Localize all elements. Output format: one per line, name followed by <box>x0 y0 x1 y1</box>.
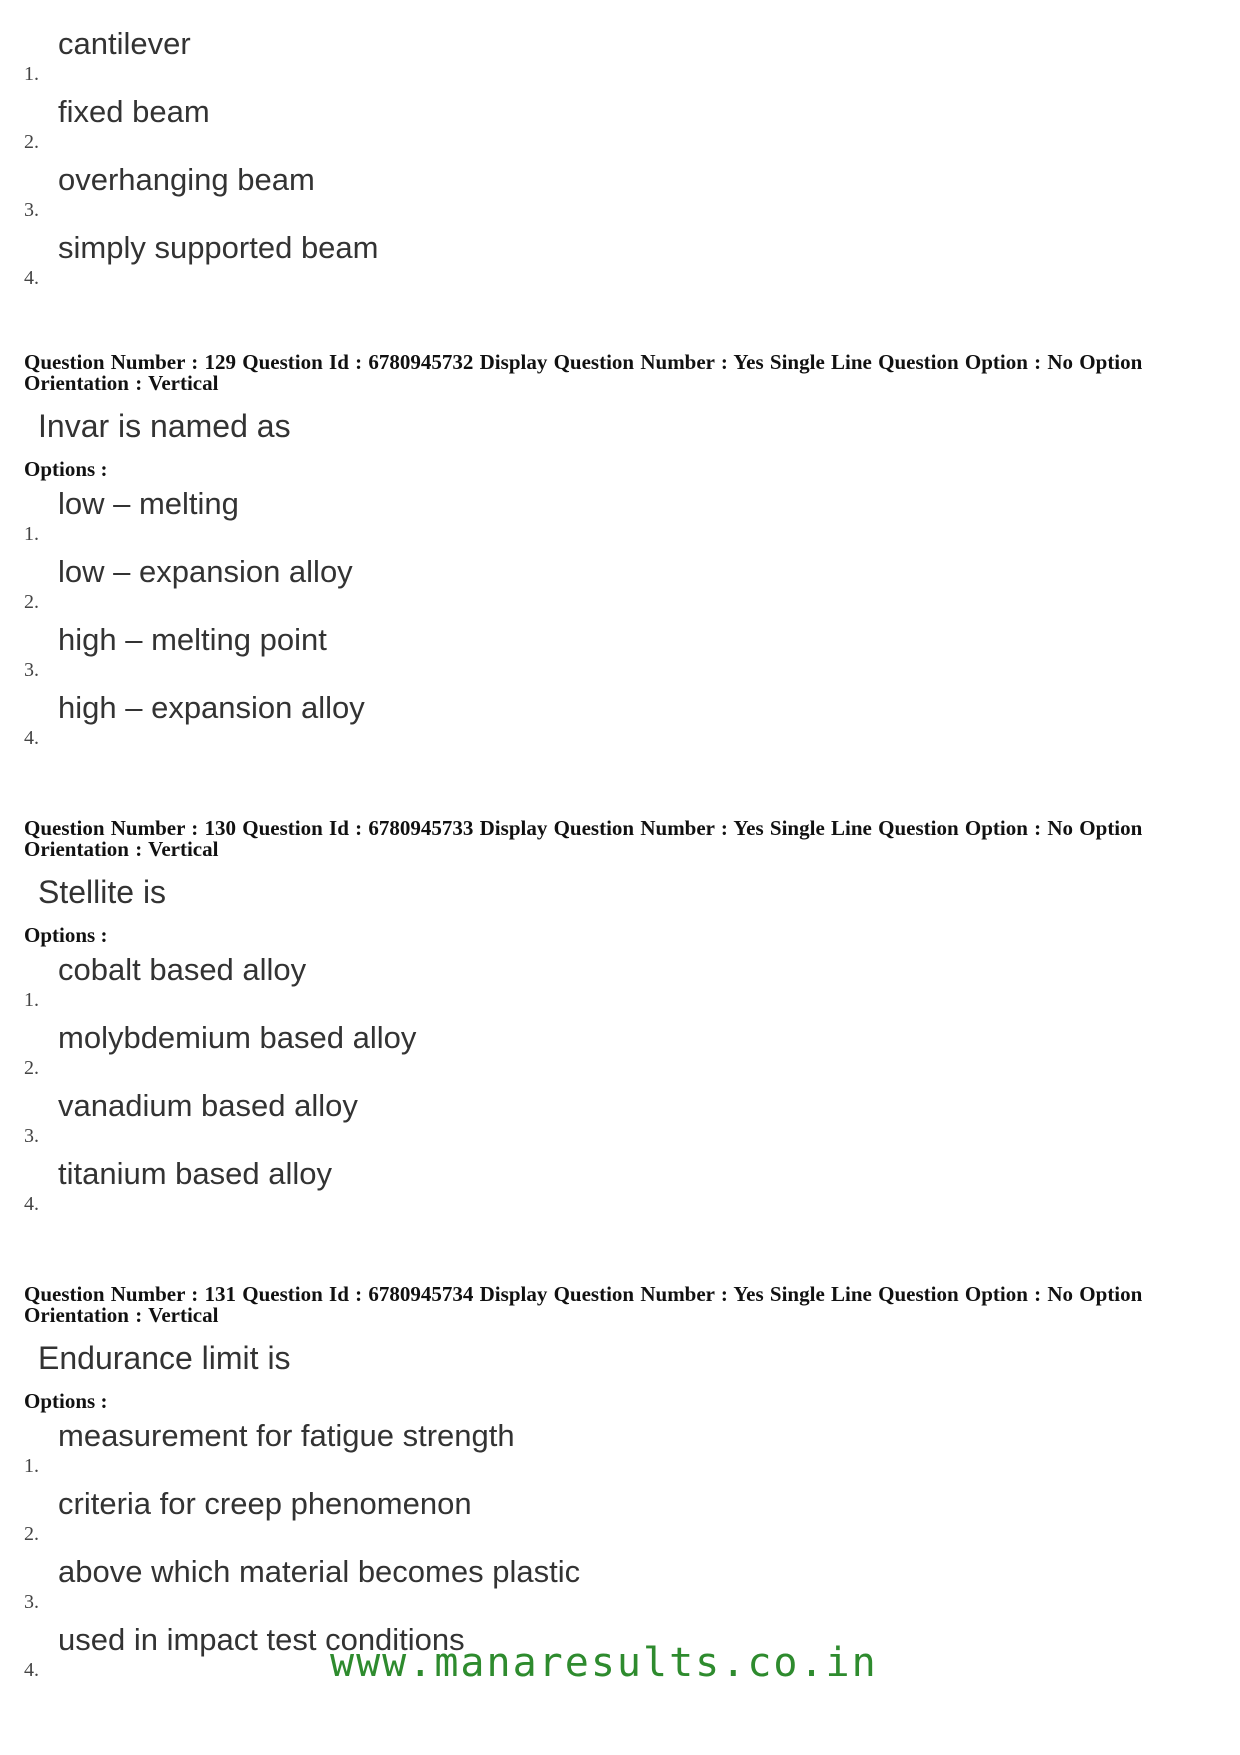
option-item <box>24 226 1214 294</box>
option-item <box>24 1550 1214 1618</box>
option-text: used in impact test conditions <box>58 1622 465 1657</box>
option-text: high – expansion alloy <box>58 690 365 725</box>
option-number: 3. <box>24 1591 39 1613</box>
option-item <box>24 1016 1214 1084</box>
option-text: low – expansion alloy <box>58 554 353 589</box>
question-block-129 <box>24 352 1214 754</box>
option-text: simply supported beam <box>58 230 379 265</box>
option-item <box>24 686 1214 754</box>
option-number: 3. <box>24 199 39 221</box>
question-text: Invar is named as <box>38 408 291 444</box>
option-text: above which material becomes plastic <box>58 1554 581 1589</box>
option-number: 1. <box>24 989 39 1011</box>
option-number: 4. <box>24 1193 39 1215</box>
option-text: low – melting <box>58 486 239 521</box>
option-item <box>24 158 1214 226</box>
option-text: cantilever <box>58 26 191 61</box>
option-number: 3. <box>24 1125 39 1147</box>
options-label: Options : <box>24 923 108 947</box>
option-text: molybdemium based alloy <box>58 1020 417 1055</box>
question-meta-line: Question Number : 131 Question Id : 6780945734 Display Question Number : Yes Single Line Question Option : No Option <box>24 1282 1143 1306</box>
option-number: 4. <box>24 267 39 289</box>
option-number: 2. <box>24 1057 39 1079</box>
question-block-130 <box>24 818 1214 1220</box>
watermark: www.manaresults.co.in <box>330 1640 878 1686</box>
option-item <box>24 948 1214 1016</box>
question-text: Endurance limit is <box>38 1340 291 1376</box>
options-label: Options : <box>24 1389 108 1413</box>
option-text: titanium based alloy <box>58 1156 332 1191</box>
options-label: Options : <box>24 457 108 481</box>
option-text: fixed beam <box>58 94 210 129</box>
option-item <box>24 1414 1214 1482</box>
option-item <box>24 618 1214 686</box>
option-item <box>24 550 1214 618</box>
option-item <box>24 482 1214 550</box>
option-number: 1. <box>24 523 39 545</box>
option-text: high – melting point <box>58 622 327 657</box>
question-meta-line: Question Number : 129 Question Id : 6780945732 Display Question Number : Yes Single Line Question Option : No Option <box>24 350 1143 374</box>
option-number: 1. <box>24 63 39 85</box>
option-number: 1. <box>24 1455 39 1477</box>
option-number: 4. <box>24 1659 39 1681</box>
option-item <box>24 1152 1214 1220</box>
previous-question-options <box>24 22 1214 294</box>
option-item <box>24 1084 1214 1152</box>
option-item <box>24 1482 1214 1550</box>
option-number: 3. <box>24 659 39 681</box>
option-text: measurement for fatigue strength <box>58 1418 515 1453</box>
option-number: 4. <box>24 727 39 749</box>
option-text: vanadium based alloy <box>58 1088 358 1123</box>
option-text: overhanging beam <box>58 162 315 197</box>
question-text: Stellite is <box>38 874 167 910</box>
question-block-131 <box>24 1284 1214 1686</box>
option-number: 2. <box>24 131 39 153</box>
question-meta-line: Orientation : Vertical <box>24 1303 219 1327</box>
option-number: 2. <box>24 591 39 613</box>
option-text: cobalt based alloy <box>58 952 307 987</box>
question-meta-line: Orientation : Vertical <box>24 371 219 395</box>
option-number: 2. <box>24 1523 39 1545</box>
option-text: criteria for creep phenomenon <box>58 1486 472 1521</box>
option-item <box>24 22 1214 90</box>
option-item <box>24 90 1214 158</box>
question-meta-line: Question Number : 130 Question Id : 6780945733 Display Question Number : Yes Single Line Question Option : No Option <box>24 816 1143 840</box>
question-meta-line: Orientation : Vertical <box>24 837 219 861</box>
